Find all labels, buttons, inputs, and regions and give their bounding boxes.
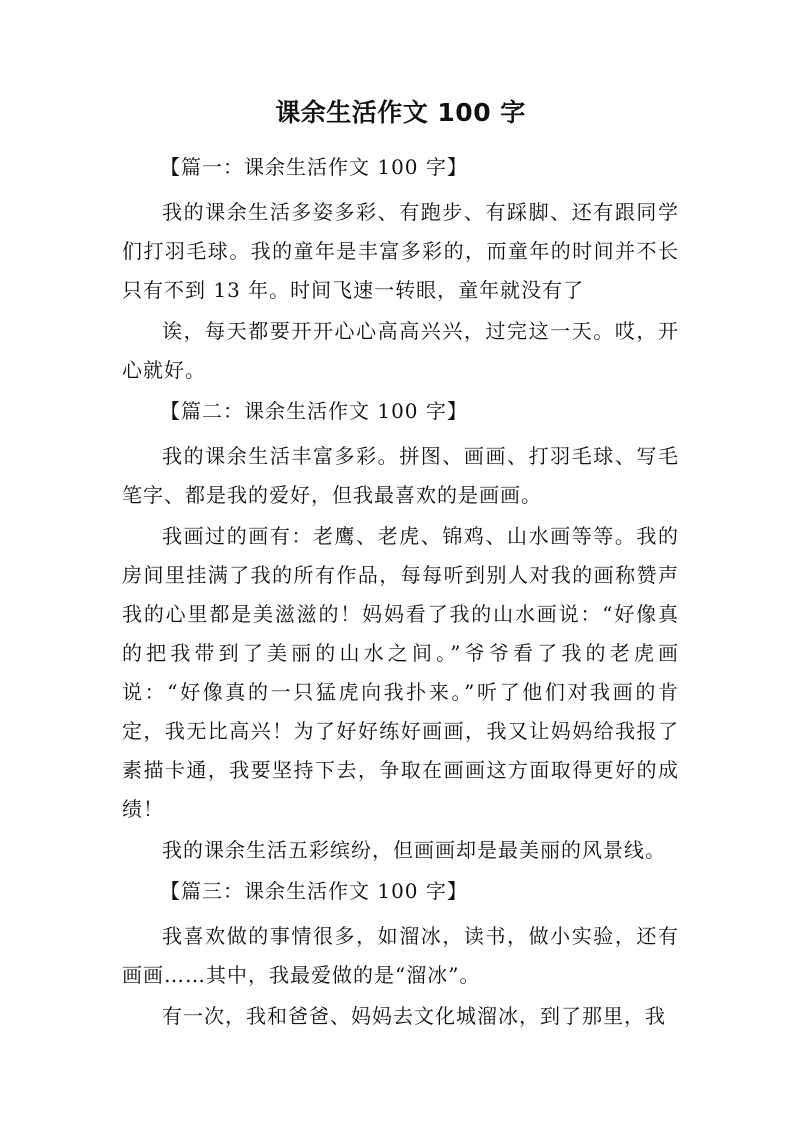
paragraph: 我的课余生活五彩缤纷，但画画却是最美丽的风景线。 [162, 838, 666, 862]
paragraph: 我的课余生活多姿多彩、有跑步、有踩脚、还有跟同学们打羽毛球。我的童年是丰富多彩的，而童年的时间并不长只有不到 13 年。时间飞速一转眼，童年就没有了 [122, 200, 679, 302]
document-page [122, 96, 679, 1038]
section-heading-2: 【篇二：课余生活作文 100 字】 [160, 399, 468, 423]
paragraph: 我喜欢做的事情很多，如溜冰，读书，做小实验，还有画画……其中，我最爱做的是“溜冰”。 [122, 924, 679, 987]
section-heading-3: 【篇三：课余生活作文 100 字】 [160, 879, 468, 903]
document-title: 课余生活作文 100 字 [275, 98, 526, 127]
paragraph: 诶，每天都要开开心心高高兴兴，过完这一天。哎，开心就好。 [122, 319, 679, 382]
paragraph: 我的课余生活丰富多彩。拼图、画画、打羽毛球、写毛笔字、都是我的爱好，但我最喜欢的是画画。 [122, 444, 679, 507]
section-heading-1: 【篇一：课余生活作文 100 字】 [160, 155, 468, 179]
paragraph: 我画过的画有：老鹰、老虎、锦鸡、山水画等等。我的房间里挂满了我的所有作品，每每听到别人对我的画称赞声我的心里都是美滋滋的！妈妈看了我的山水画说：“好像真的把我带到了美丽的山水之间。”爷爷看了我的老虎画说：“好像真的一只猛虎向我扑来。”听了他们对我画的肯定，我无比高兴！为了好好练好画画，我又让妈妈给我报了素描卡通，我要坚持下去，争取在画画这方面取得更好的成绩！ [122, 524, 679, 821]
paragraph: 有一次，我和爸爸、妈妈去文化城溜冰，到了那里，我 [162, 1004, 666, 1028]
